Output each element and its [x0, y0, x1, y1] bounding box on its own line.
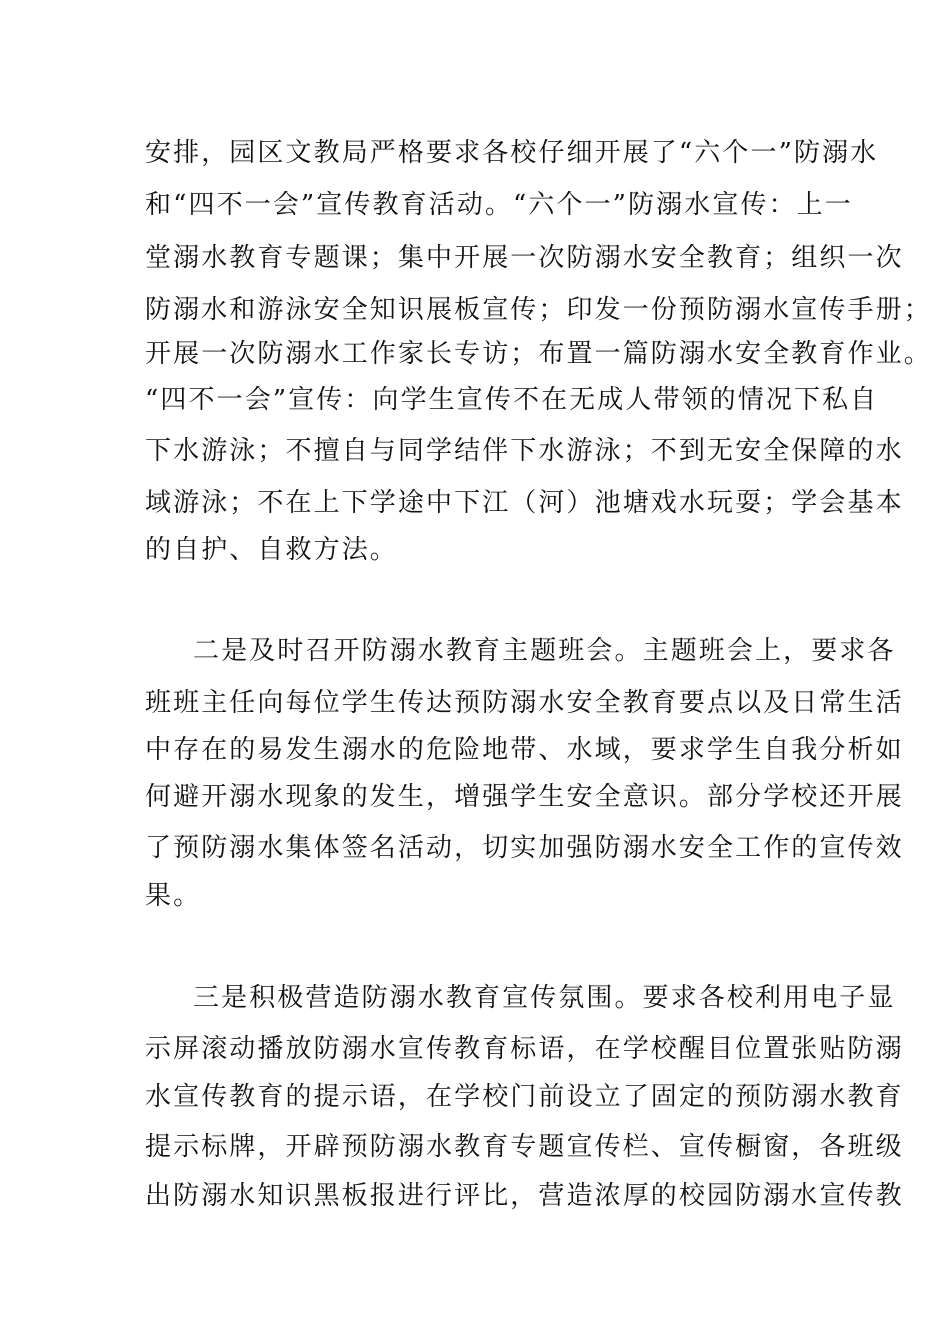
paragraph-line: 出防溺水知识黑板报进行评比，营造浓厚的校园防溺水宣传教 [145, 1181, 904, 1211]
paragraph-line: 中存在的易发生溺水的危险地带、水域，要求学生自我分析如 [145, 735, 904, 765]
paragraph-line: 安排，园区文教局严格要求各校仔细开展了“六个一”防溺水 [145, 138, 879, 168]
paragraph-line: 开展一次防溺水工作家长专访；布置一篇防溺水安全教育作业。 [145, 339, 932, 369]
paragraph-line: “四不一会”宣传：向学生宣传不在无成人带领的情况下私自 [145, 385, 879, 415]
paragraph-line: 堂溺水教育专题课；集中开展一次防溺水安全教育；组织一次 [145, 243, 904, 273]
paragraph-line: 果。 [145, 881, 202, 911]
paragraph-line: 防溺水和游泳安全知识展板宣传；印发一份预防溺水宣传手册； [145, 295, 932, 325]
paragraph-line: 水宣传教育的提示语，在学校门前设立了固定的预防溺水教育 [145, 1082, 904, 1112]
paragraph-line: 域游泳；不在上下学途中下江（河）池塘戏水玩耍；学会基本 [145, 488, 904, 518]
paragraph-line: 何避开溺水现象的发生，增强学生安全意识。部分学校还开展 [145, 782, 904, 812]
paragraph-line: 和“四不一会”宣传教育活动。“六个一”防溺水宣传：上一 [145, 190, 853, 220]
paragraph-line: 班班主任向每位学生传达预防溺水安全教育要点以及日常生活 [145, 688, 904, 718]
paragraph-line: 三是积极营造防溺水教育宣传氛围。要求各校利用电子显 [193, 983, 896, 1013]
paragraph-line: 的自护、自救方法。 [145, 535, 398, 565]
paragraph-line: 提示标牌，开辟预防溺水教育专题宣传栏、宣传橱窗，各班级 [145, 1132, 904, 1162]
paragraph-line: 下水游泳；不擅自与同学结伴下水游泳；不到无安全保障的水 [145, 436, 904, 466]
paragraph-line: 二是及时召开防溺水教育主题班会。主题班会上，要求各 [193, 636, 896, 666]
paragraph-line: 了预防溺水集体签名活动，切实加强防溺水安全工作的宣传效 [145, 833, 904, 863]
paragraph-line: 示屏滚动播放防溺水宣传教育标语，在学校醒目位置张贴防溺 [145, 1034, 904, 1064]
